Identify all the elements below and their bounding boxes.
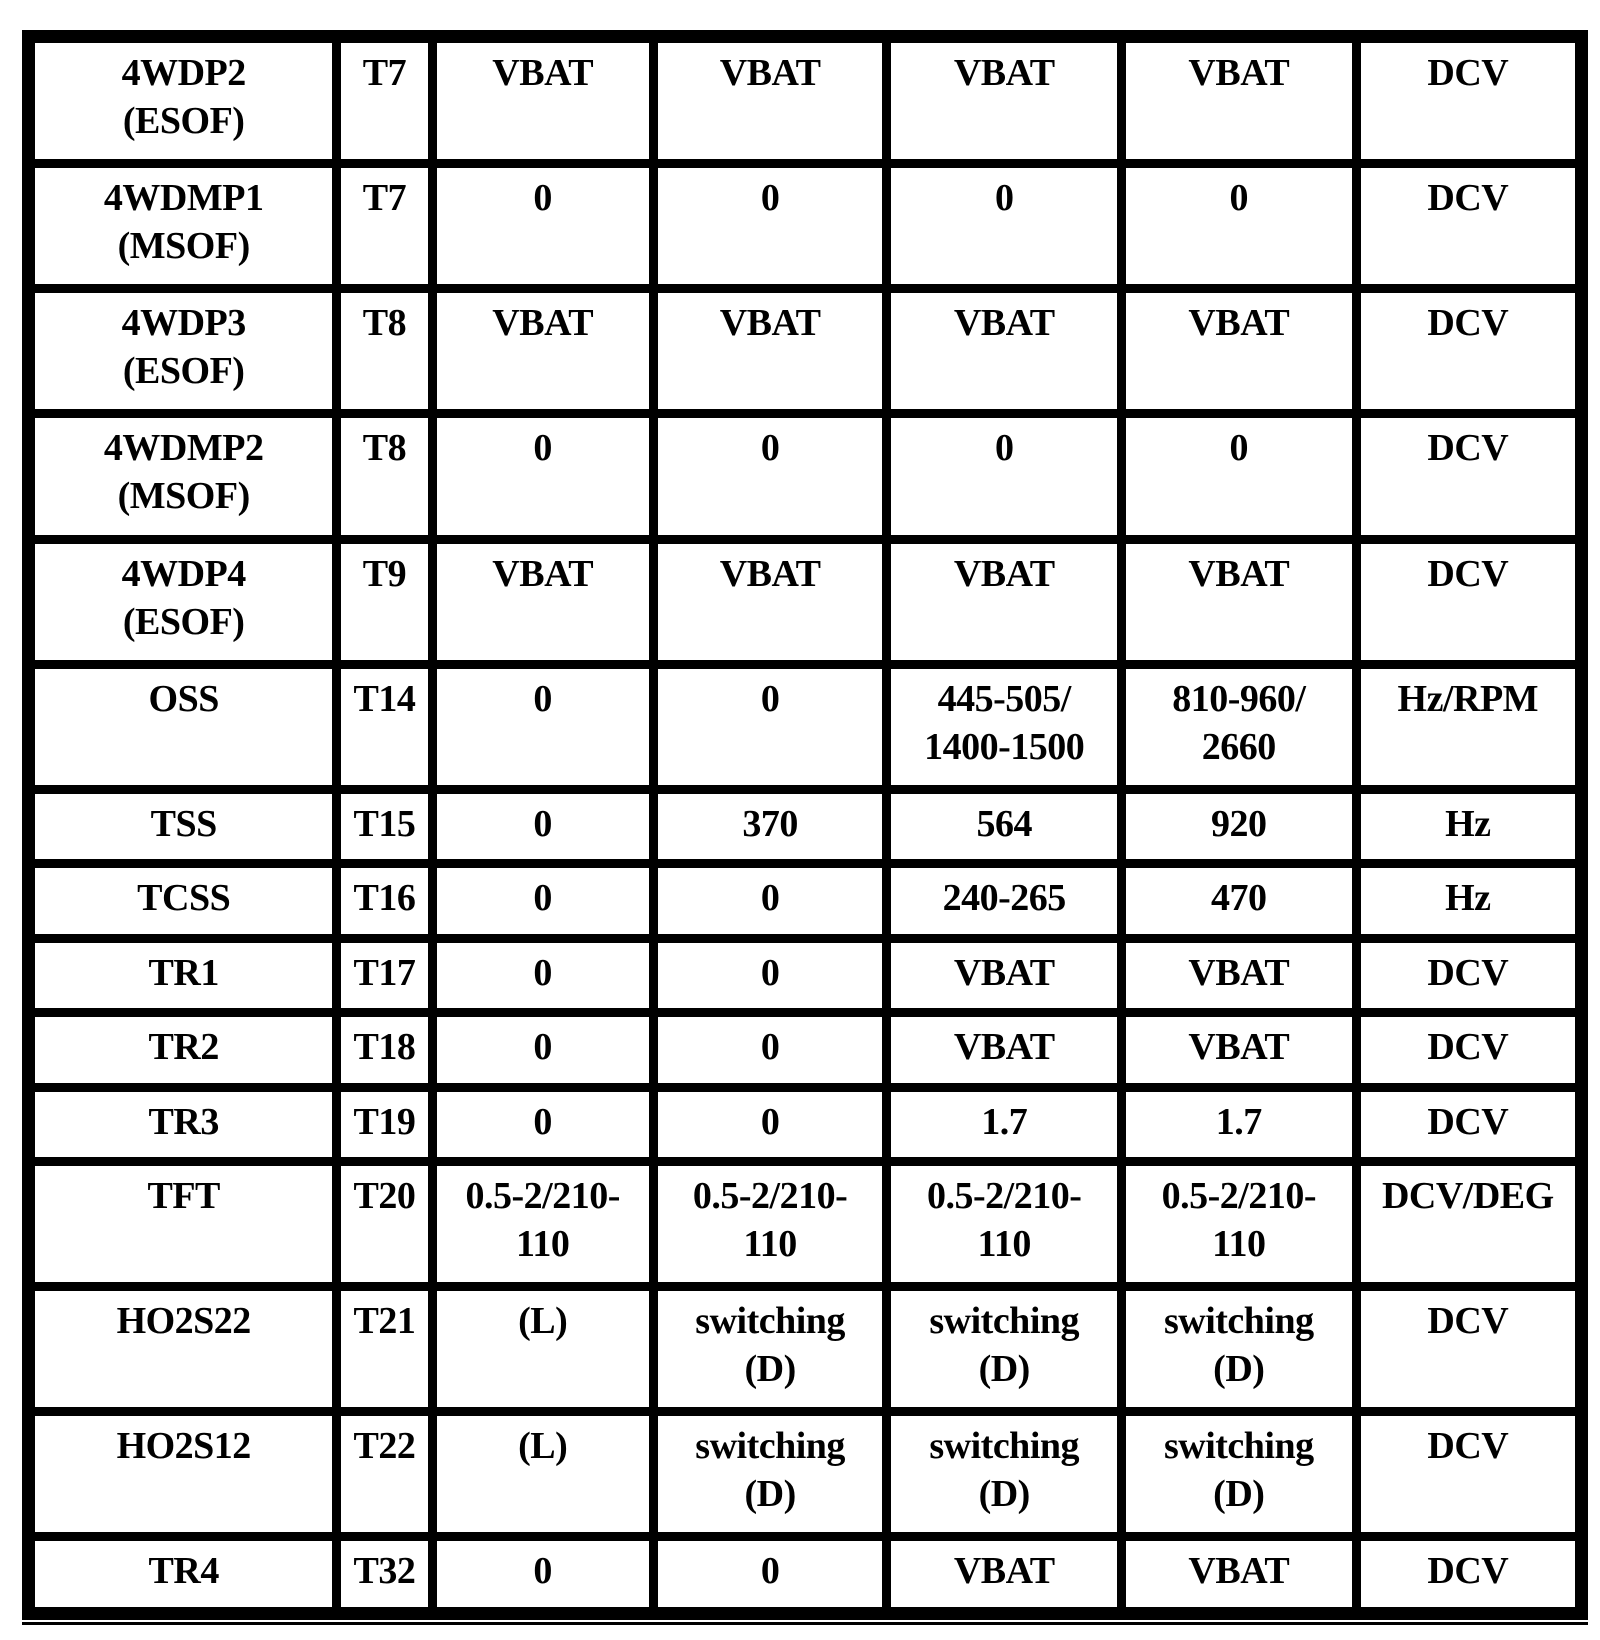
table-cell: 810-960/ 2660 <box>1126 669 1352 785</box>
table-cell: 0 <box>658 1541 883 1607</box>
table-cell: 4WDMP2 (MSOF) <box>35 418 332 534</box>
table-row <box>35 1092 1575 1157</box>
table-cell: 1.7 <box>1126 1092 1352 1157</box>
table-cell: Hz <box>1361 868 1575 933</box>
table-cell: T8 <box>341 418 427 534</box>
table-cell: 0 <box>891 418 1117 534</box>
table-cell: 370 <box>658 794 883 859</box>
table-row <box>35 794 1575 859</box>
table-cell: 470 <box>1126 868 1352 933</box>
table-cell: 0 <box>437 168 649 284</box>
table-cell: 0 <box>437 1017 649 1082</box>
table-cell: DCV <box>1361 168 1575 284</box>
table-cell: Hz <box>1361 794 1575 859</box>
table-cell: TR1 <box>35 943 332 1008</box>
table-cell: T15 <box>341 794 427 859</box>
table-cell: DCV <box>1361 1017 1575 1082</box>
table-cell: 0 <box>658 868 883 933</box>
table-cell: TR2 <box>35 1017 332 1082</box>
table-cell: T20 <box>341 1166 427 1282</box>
table-cell: 0 <box>437 1541 649 1607</box>
table-cell: 0.5-2/210- 110 <box>437 1166 649 1282</box>
table-cell: T19 <box>341 1092 427 1157</box>
table-cell: 4WDP2 (ESOF) <box>35 43 332 159</box>
table-cell: 0 <box>437 418 649 534</box>
table-cell: 0 <box>658 669 883 785</box>
table-cell: 0 <box>437 1092 649 1157</box>
table-cell: DCV <box>1361 1541 1575 1607</box>
table-cell: switching (D) <box>658 1416 883 1532</box>
table-cell: 0 <box>658 418 883 534</box>
table-row <box>35 544 1575 660</box>
table-cell: VBAT <box>891 43 1117 159</box>
table-row <box>35 43 1575 159</box>
table-row <box>35 168 1575 284</box>
table-cell: T14 <box>341 669 427 785</box>
table-cell: VBAT <box>658 293 883 409</box>
table-cell: switching (D) <box>1126 1416 1352 1532</box>
table-cell: (L) <box>437 1416 649 1532</box>
table-cell: VBAT <box>891 943 1117 1008</box>
table-cell: VBAT <box>1126 1541 1352 1607</box>
table-cell: TR4 <box>35 1541 332 1607</box>
table-row <box>35 1291 1575 1407</box>
table-cell: VBAT <box>1126 1017 1352 1082</box>
table-row <box>35 1017 1575 1082</box>
table-cell: VBAT <box>891 1541 1117 1607</box>
table-cell: VBAT <box>658 43 883 159</box>
table-cell: DCV <box>1361 1291 1575 1407</box>
table-cell: 0 <box>1126 418 1352 534</box>
table-cell: 0 <box>437 943 649 1008</box>
table-cell: T9 <box>341 544 427 660</box>
table-cell: switching (D) <box>891 1416 1117 1532</box>
table-row <box>35 418 1575 534</box>
table-cell: TSS <box>35 794 332 859</box>
table-cell: VBAT <box>1126 43 1352 159</box>
table-cell: T7 <box>341 168 427 284</box>
table-cell: 920 <box>1126 794 1352 859</box>
table-cell: 0 <box>658 168 883 284</box>
table-cell: DCV <box>1361 1416 1575 1532</box>
table-cell: 1.7 <box>891 1092 1117 1157</box>
table-cell: OSS <box>35 669 332 785</box>
table-cell: (L) <box>437 1291 649 1407</box>
table-cell: VBAT <box>1126 943 1352 1008</box>
table-cell: VBAT <box>437 43 649 159</box>
table-cell: VBAT <box>658 544 883 660</box>
table-cell: HO2S12 <box>35 1416 332 1532</box>
table-cell: HO2S22 <box>35 1291 332 1407</box>
table-cell: DCV <box>1361 293 1575 409</box>
table-cell: VBAT <box>1126 544 1352 660</box>
table-cell: DCV <box>1361 544 1575 660</box>
table-cell: DCV <box>1361 43 1575 159</box>
table-cell: VBAT <box>437 544 649 660</box>
table-cell: Hz/RPM <box>1361 669 1575 785</box>
table-cell: switching (D) <box>891 1291 1117 1407</box>
table-cell: switching (D) <box>1126 1291 1352 1407</box>
table-cell: 0.5-2/210- 110 <box>658 1166 883 1282</box>
table-row <box>35 943 1575 1008</box>
signal-table <box>22 30 1588 1620</box>
table-cell: 0 <box>437 794 649 859</box>
table-cell: DCV <box>1361 1092 1575 1157</box>
table-cell: DCV <box>1361 943 1575 1008</box>
table-row <box>35 293 1575 409</box>
table-row <box>35 1541 1575 1607</box>
table-row <box>35 1166 1575 1282</box>
table-cell: 0 <box>437 868 649 933</box>
table-cell: T21 <box>341 1291 427 1407</box>
table-cell: 564 <box>891 794 1117 859</box>
table-cell: DCV <box>1361 418 1575 534</box>
table-cell: 0.5-2/210- 110 <box>891 1166 1117 1282</box>
table-cell: VBAT <box>891 293 1117 409</box>
table-cell: T17 <box>341 943 427 1008</box>
table-cell: 445-505/ 1400-1500 <box>891 669 1117 785</box>
table-cell: T22 <box>341 1416 427 1532</box>
table-cell: TFT <box>35 1166 332 1282</box>
table-cell: 4WDMP1 (MSOF) <box>35 168 332 284</box>
table-cell: 0 <box>891 168 1117 284</box>
table-cell: T16 <box>341 868 427 933</box>
table-cell: 0 <box>658 943 883 1008</box>
table-cell: VBAT <box>891 544 1117 660</box>
table-cell: 0 <box>658 1092 883 1157</box>
table-cell: 0 <box>658 1017 883 1082</box>
table-cell: T8 <box>341 293 427 409</box>
table-cell: T18 <box>341 1017 427 1082</box>
table-cell: VBAT <box>437 293 649 409</box>
table-cell: 4WDP4 (ESOF) <box>35 544 332 660</box>
table-cell: TCSS <box>35 868 332 933</box>
table-cell: 240-265 <box>891 868 1117 933</box>
table-cell: 0.5-2/210- 110 <box>1126 1166 1352 1282</box>
table-row <box>35 868 1575 933</box>
table-cell: 0 <box>1126 168 1352 284</box>
table-cell: VBAT <box>891 1017 1117 1082</box>
table-cell: T32 <box>341 1541 427 1607</box>
bottom-rule <box>22 1622 1588 1625</box>
table-cell: 0 <box>437 669 649 785</box>
table-cell: switching (D) <box>658 1291 883 1407</box>
table-cell: TR3 <box>35 1092 332 1157</box>
table-row <box>35 1416 1575 1532</box>
table-cell: T7 <box>341 43 427 159</box>
document-page <box>22 30 1588 1620</box>
table-cell: DCV/DEG <box>1361 1166 1575 1282</box>
table-row <box>35 669 1575 785</box>
table-cell: 4WDP3 (ESOF) <box>35 293 332 409</box>
table-cell: VBAT <box>1126 293 1352 409</box>
